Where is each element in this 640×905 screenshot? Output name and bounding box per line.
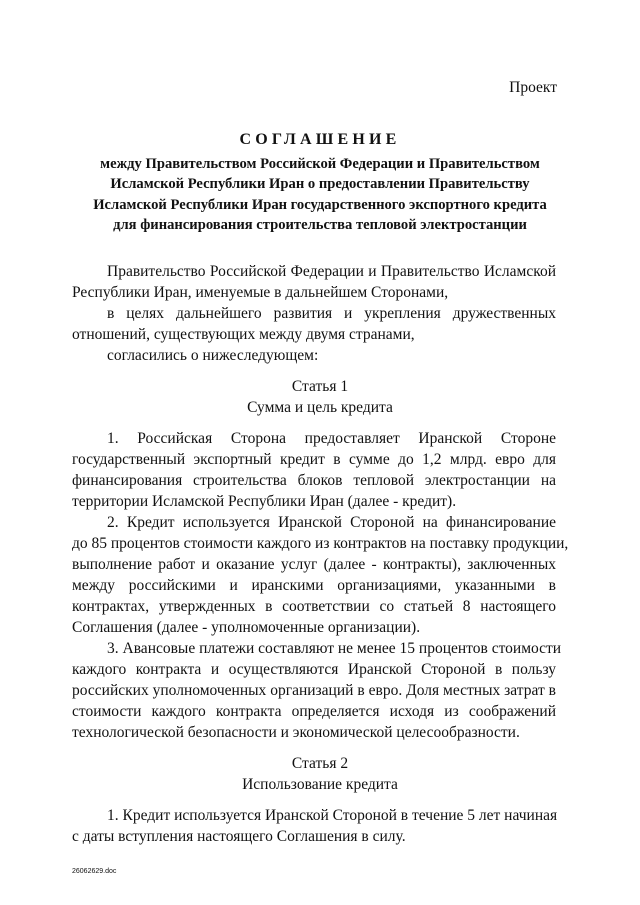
- article-heading: Статья 2: [291, 755, 349, 772]
- document-title: СОГЛАШЕНИЕ: [239, 131, 401, 148]
- subtitle-line: между Правительством Российской Федерации и Правительством: [100, 156, 540, 172]
- article-line: 3. Авансовые платежи составляют не менее 15 процентов стоимости: [107, 640, 562, 657]
- article-heading: Статья 1: [291, 378, 349, 395]
- article-line: российских уполномоченных организаций в евро. Доля местных затрат в: [72, 682, 556, 699]
- article-line: 1. Российская Сторона предоставляет Иранской Стороне: [107, 430, 556, 447]
- article-line: между российскими и иранскими организациями, указанными в: [72, 577, 556, 594]
- article-title: Сумма и цель кредита: [247, 399, 393, 416]
- preamble-line: отношений, существующих между двумя странами,: [72, 326, 415, 343]
- file-name-footer: 26062629.doc: [72, 868, 117, 875]
- article-line: финансирования строительства блоков тепловой электростанции на: [72, 472, 556, 489]
- article-line: Соглашения (далее - уполномоченные организации).: [72, 619, 421, 636]
- article-line: контрактах, утвержденных в соответствии со статьей 8 настоящего: [72, 598, 556, 615]
- subtitle-line: для финансирования строительства тепловой электростанции: [113, 216, 527, 233]
- subtitle-line: Исламской Республики Иран о предоставлении Правительству: [110, 176, 530, 193]
- preamble-line: Правительство Российской Федерации и Правительство Исламской: [107, 263, 556, 280]
- preamble-line: в целях дальнейшего развития и укрепления дружественных: [107, 305, 556, 322]
- article-line: 1. Кредит используется Иранской Стороной в течение 5 лет начиная: [107, 807, 558, 824]
- document-subtitle: [60, 154, 580, 235]
- article-line: технологической безопасности и экономической целесообразности.: [72, 724, 520, 741]
- article-line: территории Исламской Республики Иран (далее - кредит).: [72, 493, 457, 510]
- article-line: каждого контракта и осуществляются Иранской Стороной в пользу: [72, 661, 556, 678]
- preamble-line: Республики Иран, именуемые в дальнейшем Сторонами,: [72, 284, 449, 301]
- article-line: до 85 процентов стоимости каждого из контрактов на поставку продукции,: [72, 535, 569, 552]
- article-line: с даты вступления настоящего Соглашения в силу.: [72, 828, 406, 845]
- preamble-line: согласились о нижеследующем:: [107, 347, 319, 364]
- article-title: Использование кредита: [242, 776, 398, 793]
- article-line: 2. Кредит используется Иранской Стороной на финансирование: [107, 514, 556, 531]
- article-line: стоимости каждого контракта определяется исходя из соображений: [72, 703, 556, 720]
- draft-label: Проект: [509, 79, 557, 96]
- article-line: выполнение работ и оказание услуг (далее - контракты), заключенных: [72, 556, 556, 573]
- article-line: государственный экспортный кредит в сумме до 1,2 млрд. евро для: [72, 451, 556, 468]
- subtitle-line: Исламской Республики Иран государственного экспортного кредита: [93, 196, 547, 213]
